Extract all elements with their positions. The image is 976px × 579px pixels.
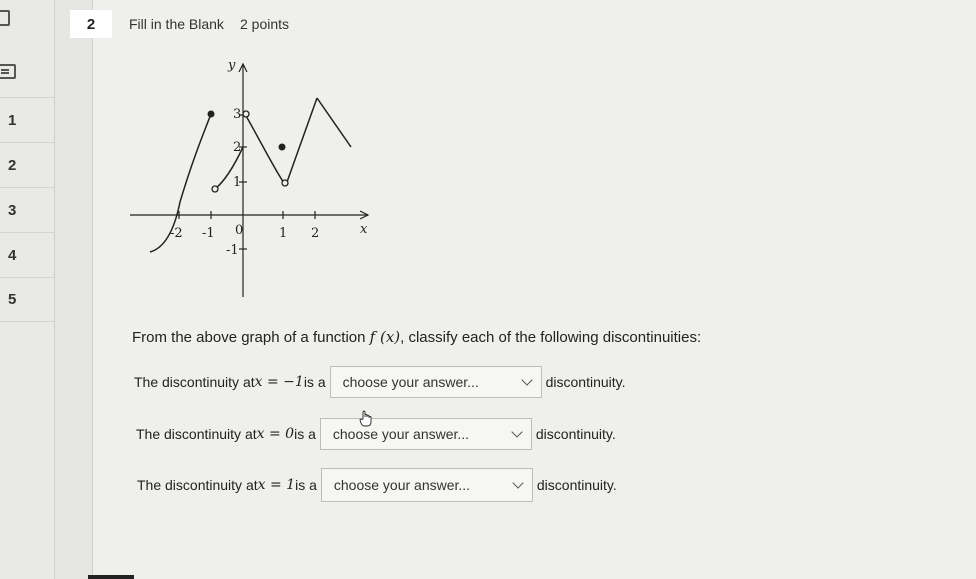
row-text: is a [303, 374, 326, 390]
question-points: 2 points [240, 16, 290, 32]
discontinuity-row-3 [137, 468, 617, 502]
question-type: Fill in the Blank [129, 16, 224, 32]
sidebar-item-label: 2 [8, 156, 17, 174]
sidebar-item-label: 5 [8, 291, 17, 308]
sidebar-item-4[interactable] [0, 232, 54, 277]
discontinuity-type-select-1[interactable] [330, 366, 542, 398]
row-text: is a [294, 426, 316, 442]
open-point [212, 186, 218, 192]
prompt-text: From the above graph of a function [132, 329, 370, 346]
row-equals: = [262, 374, 284, 390]
row-variable: x [256, 426, 265, 442]
line-up [287, 98, 317, 182]
sidebar-item-label: 1 [8, 111, 17, 129]
row-text: is a [295, 477, 317, 493]
select-value: choose your answer... [333, 477, 471, 493]
discontinuity-type-select-3[interactable] [321, 468, 533, 502]
x-tick-label: 2 [311, 226, 320, 241]
function-graph [130, 52, 380, 307]
row-equals: = [265, 477, 287, 493]
chevron-down-icon [511, 426, 522, 437]
question-prompt [132, 328, 701, 346]
y-axis-label: y [228, 58, 236, 73]
sidebar-item-label: 3 [8, 201, 17, 219]
y-tick-label: 1 [233, 175, 242, 190]
prompt-function: f (x) [369, 328, 401, 346]
bottom-indicator [88, 575, 134, 579]
row-text: The discontinuity at [134, 374, 255, 390]
sidebar-item-5[interactable] [0, 277, 54, 322]
row-variable: x [254, 374, 263, 390]
row-text: discontinuity. [535, 426, 616, 442]
x-axis-label: x [360, 222, 368, 237]
discontinuity-row-2 [136, 418, 616, 450]
row-variable: x [257, 477, 266, 493]
sidebar-item-label: 4 [8, 246, 17, 264]
hand-cursor-icon [359, 410, 373, 428]
discontinuity-type-select-2[interactable] [320, 418, 532, 450]
question-sidebar [0, 0, 55, 579]
closed-point [279, 144, 286, 151]
row-value: 0 [285, 426, 295, 442]
sidebar-item-1[interactable] [0, 97, 54, 142]
open-point [282, 180, 288, 186]
chevron-down-icon [512, 477, 523, 488]
row-value: −1 [283, 374, 304, 390]
row-text: The discontinuity at [137, 477, 258, 493]
x-tick-label: 1 [279, 226, 288, 241]
select-value: choose your answer... [332, 426, 470, 442]
prompt-text: , classify each of the following discontinuities: [400, 329, 702, 346]
discontinuity-row-1 [134, 366, 626, 398]
row-text: discontinuity. [536, 477, 617, 493]
x-tick-label: 0 [235, 223, 244, 238]
curve-right [245, 114, 284, 183]
y-tick-label: 2 [233, 140, 242, 155]
y-tick-label: 3 [233, 107, 242, 122]
flag-icon[interactable] [0, 64, 16, 79]
menu-icon[interactable] [0, 10, 10, 26]
chevron-down-icon [521, 374, 532, 385]
row-text: discontinuity. [545, 374, 626, 390]
row-value: 1 [286, 477, 296, 493]
line-down [317, 98, 351, 147]
open-point [243, 111, 249, 117]
row-text: The discontinuity at [136, 426, 257, 442]
closed-point [208, 111, 215, 118]
x-tick-label: -2 [170, 226, 183, 241]
x-tick-label: -1 [202, 226, 215, 241]
question-number: 2 [70, 10, 112, 38]
sidebar-item-2[interactable] [0, 142, 54, 187]
row-equals: = [264, 426, 286, 442]
select-value: choose your answer... [342, 374, 479, 390]
sidebar-item-3[interactable] [0, 187, 54, 232]
y-tick-label: -1 [226, 243, 239, 258]
